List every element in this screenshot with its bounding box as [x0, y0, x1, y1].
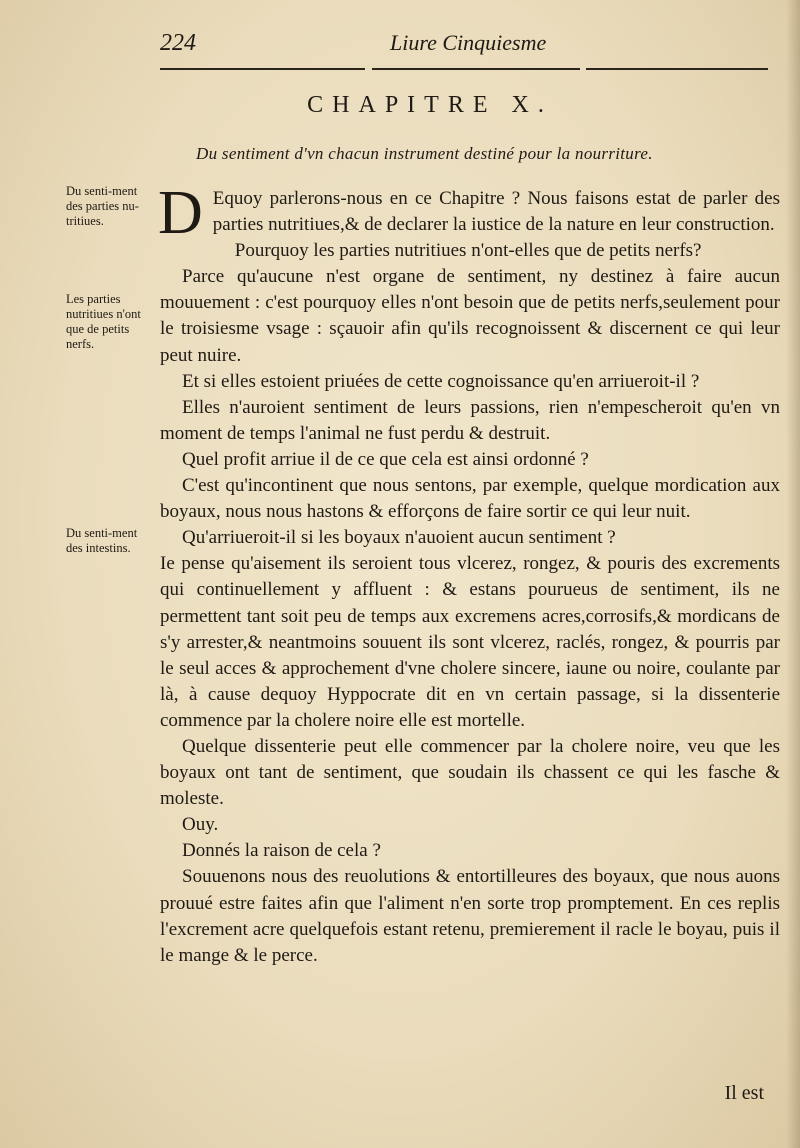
paragraph: Parce qu'aucune n'est organe de sentiment, ny destinez à faire aucun mouuement : c'est pourquoy elles n'ont besoin que de petits nerfs,seulement pour le troisiesme vsage : sçauoir afin qu'ils recognoissent & discernent ce qui leur peut nuire.: [160, 266, 780, 366]
chapter-heading: CHAPITRE X.: [307, 92, 553, 118]
chapter-subtitle: Du sentiment d'vn chacun instrument destiné pour la nourriture.: [196, 144, 653, 163]
paragraph: Quelque dissenterie peut elle commencer par la cholere noire, veu que les boyaux ont tant de sentiment, que soudain ils chassent ce qui les fasche & moleste.: [160, 735, 780, 810]
paragraph: Ie pense qu'aisement ils seroient tous vlcerez, rongez, & pouris des excrements qui continuellement y affluent : & estans pourueus de sentiment, ils ne permettent tant soit peu de temps aux excremens acres,corrosifs,& mordicans de s'y arrester,& neantmoins souuent ils sont vlcerez, raclés, rongez, & pourris par le seul acces & approchement d'vne cholere sincere, iaune ou noire, coulante par là, à cause dequoy Hyppocrate dit en vn certain passage, si la dissenterie commence par la cholere noire elle est mortelle.: [160, 553, 780, 731]
paragraph: Souuenons nous des reuolutions & entortilleures des boyaux, que nous auons prouué estre faites afin que l'aliment n'en sorte trop promptement. En ces replis l'excrement acre quelquefois estant retenu, premierement il racle le boyau, puis il le mange & le perce.: [160, 866, 780, 966]
drop-cap: D: [158, 179, 203, 247]
margin-note: Du senti-ment des intestins.: [66, 526, 138, 555]
header-rule: [372, 68, 580, 70]
header-rule: [160, 68, 365, 70]
body-text: [158, 179, 780, 969]
paragraph: Qu'arriueroit-il si les boyaux n'auoient aucun sentiment ?: [182, 527, 616, 549]
paragraph: Donnés la raison de cela ?: [182, 840, 381, 862]
margin-note: Les parties nutritiues n'ont que de petits nerfs.: [66, 292, 141, 351]
paragraph: Ouy.: [182, 814, 219, 836]
paragraph: C'est qu'incontinent que nous sentons, par exemple, quelque mordication aux boyaux, nous nous hastons & efforçons de faire sortir ce qui leur nuit.: [160, 475, 780, 523]
running-title: Liure Cinquiesme: [390, 30, 547, 55]
paragraph: [158, 179, 780, 247]
paragraph: Quel profit arriue il de ce que cela est ainsi ordonné ?: [182, 448, 589, 470]
header-rule: [586, 68, 768, 70]
catchword: Il est: [724, 1082, 764, 1104]
margin-note: Du senti-ment des parties nu-tritiues.: [66, 184, 139, 228]
paragraph: Pourquoy les parties nutritiues n'ont-elles que de petits nerfs?: [234, 240, 702, 262]
paragraph: Et si elles estoient priuées de cette cognoissance qu'en arriueroit-il ?: [182, 370, 700, 392]
page-edge-shadow: [786, 0, 800, 1148]
paragraph-text: Equoy parlerons-nous en ce Chapitre ? Nous faisons estat de parler des parties nutritiues,& de declarer la iustice de la nature en leur construction.: [212, 188, 780, 236]
page-number: 224: [160, 30, 196, 56]
page-header: [0, 28, 800, 74]
paragraph: Elles n'auroient sentiment de leurs passions, rien n'empescheroit qu'en vn moment de temps l'animal ne fust perdu & destruit.: [160, 396, 780, 444]
